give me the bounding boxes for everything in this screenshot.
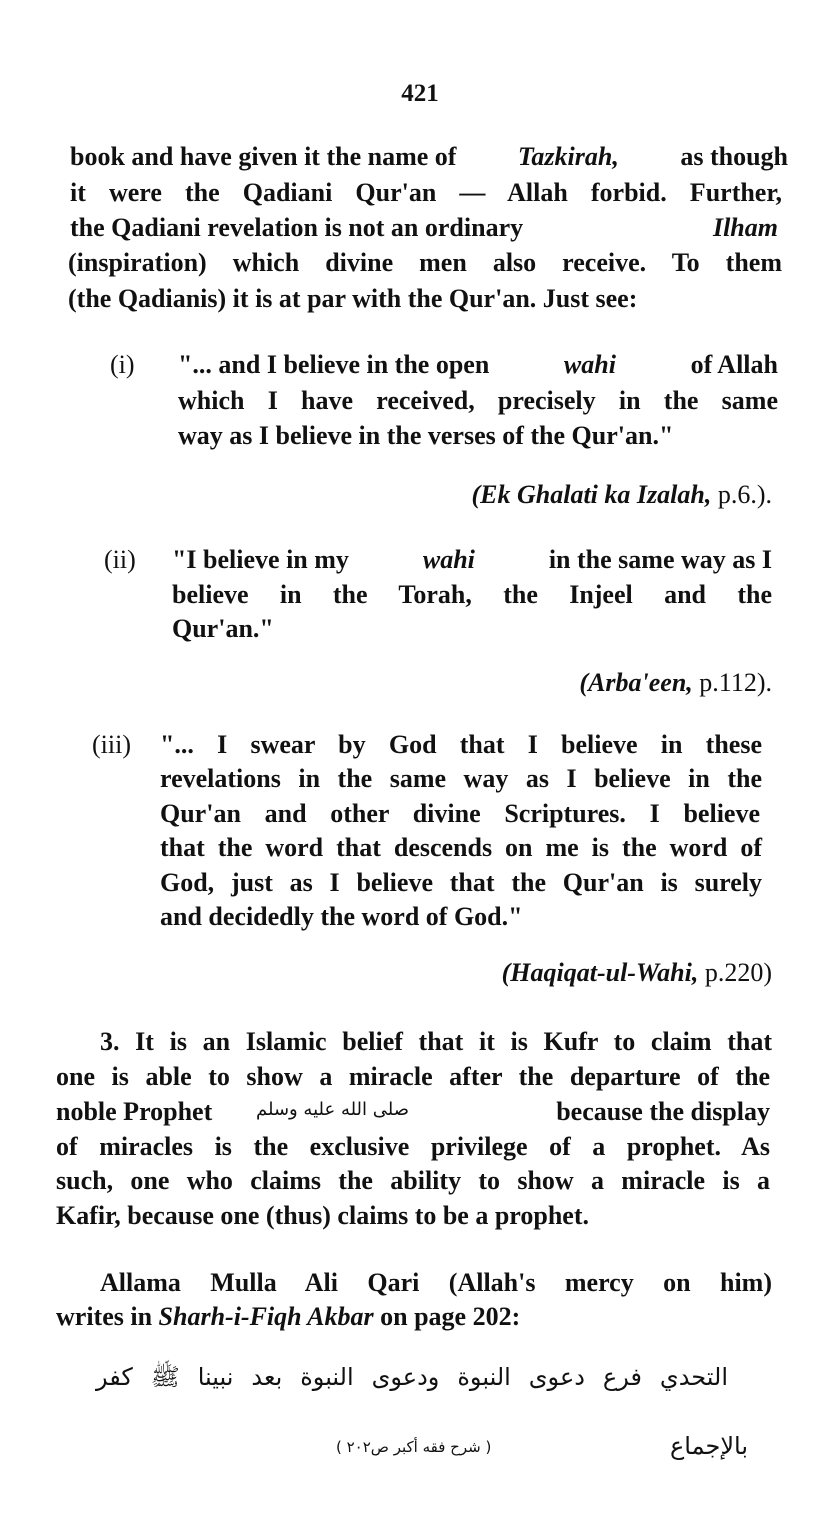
quote-line: revelations in the same way as I believe in the bbox=[160, 764, 762, 793]
qari-line: writes in Sharh-i-Fiqh Akbar on page 202: bbox=[56, 1302, 521, 1331]
arabic-quote-line: بالإجماع bbox=[669, 1432, 748, 1460]
quote-line: which I have received, precisely in the same bbox=[178, 386, 778, 415]
point-3-line: noble Prophet صلى الله عليه وسلم because the display bbox=[56, 1097, 770, 1126]
quote-line: and decidedly the word of God." bbox=[160, 902, 523, 931]
point-3-line: such, one who claims the ability to show a miracle is a bbox=[56, 1166, 770, 1195]
intro-line: (inspiration) which divine men also receive. To them bbox=[68, 248, 782, 277]
quote-line: way as I believe in the verses of the Qur'an." bbox=[178, 421, 674, 450]
quote-line: "I believe in my wahi in the same way as I bbox=[172, 545, 772, 574]
point-3-line: of miracles is the exclusive privilege of a prophet. As bbox=[56, 1132, 770, 1161]
quote-line: Qur'an and other divine Scriptures. I believe bbox=[160, 799, 760, 828]
citation: (Haqiqat-ul-Wahi, p.220) bbox=[501, 958, 772, 987]
qari-line: Allama Mulla Ali Qari (Allah's mercy on him) bbox=[100, 1268, 772, 1297]
citation: (Ek Ghalati ka Izalah, p.6.). bbox=[471, 480, 772, 509]
arabic-quote-line: التحدي فرع دعوى النبوة ودعوى النبوة بعد نبينا ﷺ كفر bbox=[96, 1363, 728, 1391]
point-3-line: one is able to show a miracle after the departure of the bbox=[56, 1062, 770, 1091]
quote-label: (iii) bbox=[92, 730, 131, 759]
quote-line: God, just as I believe that the Qur'an is surely bbox=[160, 868, 762, 897]
page-number: 421 bbox=[401, 80, 439, 107]
intro-line: it were the Qadiani Qur'an — Allah forbid. Further, bbox=[70, 178, 782, 207]
intro-line: book and have given it the name of Tazkirah, as though bbox=[70, 142, 788, 171]
point-3-line: Kafir, because one (thus) claims to be a prophet. bbox=[56, 1201, 589, 1230]
intro-line: the Qadiani revelation is not an ordinary Ilham bbox=[70, 213, 778, 242]
quote-line: "... and I believe in the open wahi of Allah bbox=[178, 350, 778, 379]
quote-line: Qur'an." bbox=[172, 614, 274, 643]
point-3-line: 3. It is an Islamic belief that it is Kufr to claim that bbox=[100, 1027, 772, 1056]
citation: (Arba'een, p.112). bbox=[579, 668, 772, 697]
salutation-arabic: صلى الله عليه وسلم bbox=[256, 1099, 409, 1120]
quote-label: (ii) bbox=[104, 545, 136, 574]
quote-line: that the word that descends on me is the word of bbox=[160, 833, 762, 862]
intro-line: (the Qadianis) it is at par with the Qur'an. Just see: bbox=[68, 284, 638, 313]
quote-label: (i) bbox=[110, 350, 135, 379]
quote-line: believe in the Torah, the Injeel and the bbox=[172, 580, 772, 609]
quote-line: "... I swear by God that I believe in these bbox=[160, 730, 762, 759]
arabic-source: ( شرح فقه أكبر ص٢٠٢ ) bbox=[336, 1438, 492, 1456]
